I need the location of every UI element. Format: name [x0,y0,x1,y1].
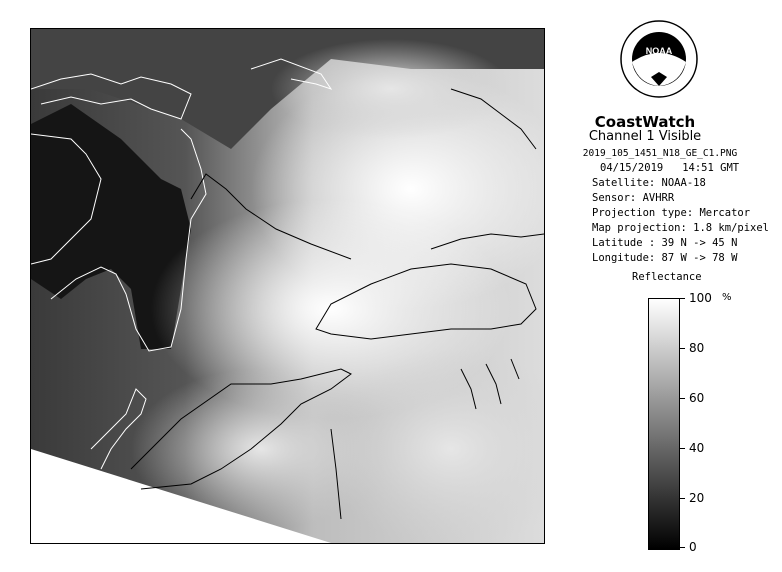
colorbar-tick [679,547,685,548]
colorbar-tick-label: 40 [689,441,705,455]
channel-label: Channel 1 Visible [588,129,702,144]
noaa-logo-svg [620,20,698,98]
projection-type-text: Projection type: Mercator [592,207,751,219]
colorbar-tick [679,448,685,449]
colorbar-tick [679,298,685,299]
colorbar-label: Reflectance [632,271,702,283]
colorbar-unit: % [722,292,732,303]
satellite-text: Satellite: NOAA-18 [592,177,706,189]
colorbar-tick-label: 20 [689,491,705,505]
noaa-logo-text: NOAA [645,46,673,56]
longitude-text: Longitude: 87 W -> 78 W [592,252,738,264]
colorbar-tick-label: 100 [689,291,712,305]
colorbar [648,298,680,550]
colorbar-tick [679,348,685,349]
filename-text: 2019_105_1451_N18_GE_C1.PNG [582,148,738,159]
colorbar-tick-label: 0 [689,540,697,554]
date-text: 04/15/2019 [600,162,664,174]
satellite-image-svg [31,29,544,543]
colorbar-tick-label: 80 [689,341,705,355]
time-text: 14:51 GMT [682,162,740,174]
latitude-text: Latitude : 39 N -> 45 N [592,237,738,249]
noaa-logo [620,20,698,98]
colorbar-tick-label: 60 [689,391,705,405]
colorbar-tick [679,498,685,499]
cloud-mass [271,39,511,139]
colorbar-tick [679,398,685,399]
sensor-text: Sensor: AVHRR [592,192,675,204]
satellite-image [30,28,545,544]
map-projection-text: Map projection: 1.8 km/pixel [592,222,770,234]
brand-title: CoastWatch [594,113,696,131]
